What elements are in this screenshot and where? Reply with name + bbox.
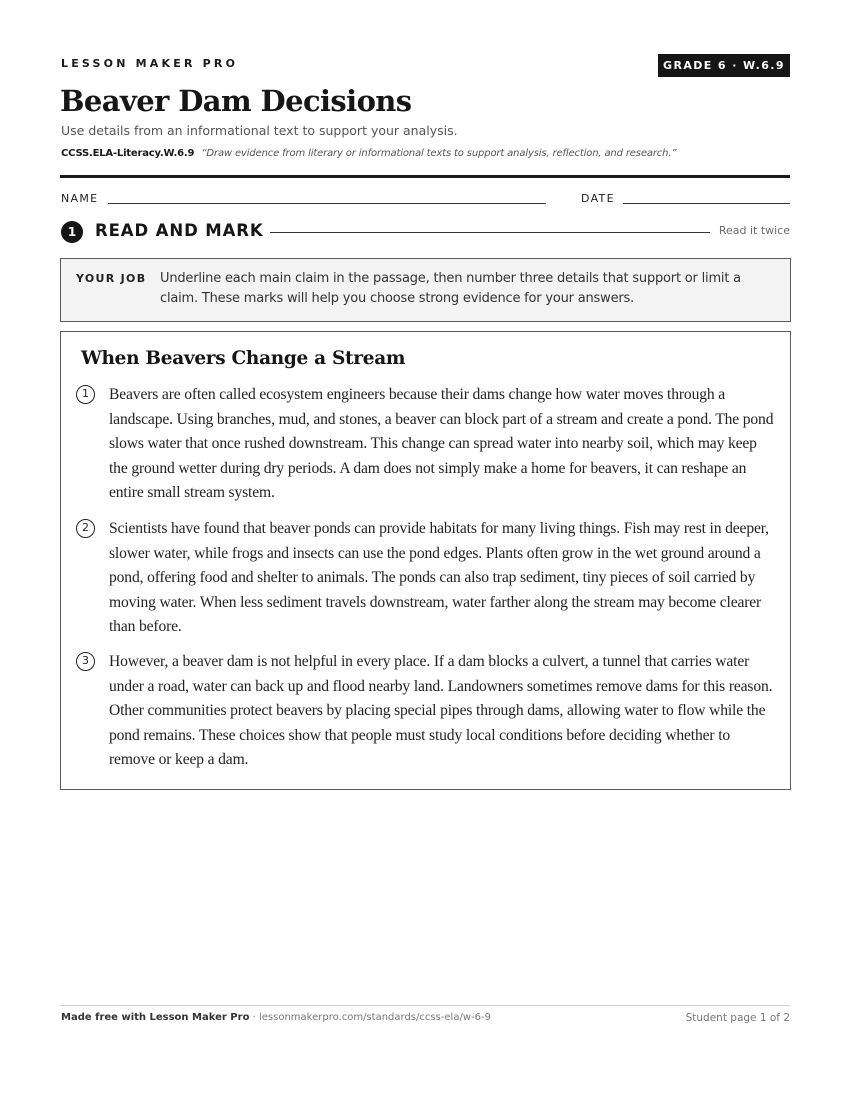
footer-page-number: Student page 1 of 2 [685,1012,790,1024]
footer-made-with: Made free with Lesson Maker Pro [61,1012,250,1023]
paragraph-text: Beavers are often called ecosystem engineers because their dams change how water moves through a landscape. Using branches, mud, and stones, a beaver can block part of a stream and create a pond. The pond slows water that once rushed downstream. This change can spread water into nearby soil, which may keep the ground wetter during dry periods. A dam does not simply make a home for beavers, it can reshape an entire small stream system. [109,386,774,501]
paragraph-text: However, a beaver dam is not helpful in every place. If a dam blocks a culvert, a tunnel that carries water under a road, water can back up and flood nearby land. Landowners sometimes remove dams for this reason. Other communities protect beavers by placing special pipes through dams, allowing water to flow while the pond remains. These choices show that people must study local conditions before deciding whether to remove or keep a dam. [109,653,773,768]
grade-badge: GRADE 6 · W.6.9 [658,54,790,77]
paragraph-number: 3 [76,652,95,671]
instructions-label: YOUR JOB [76,272,147,285]
header-divider [60,175,790,178]
paragraph-number: 1 [76,385,95,404]
passage-title: When Beavers Change a Stream [81,348,406,369]
section-rule [270,232,710,233]
standard-line [61,148,676,159]
instructions-box [60,258,791,322]
standard-code: CCSS.ELA-Literacy.W.6.9 [61,148,195,159]
paragraph-text: Scientists have found that beaver ponds can provide habitats for many living things. Fish may rest in deeper, slower water, while frogs and insects can use the pond edges. Plants often grow in the wet ground around a pond, offering food and shelter to animals. The ponds can also trap sediment, tiny pieces of soil carried by moving water. When less sediment travels downstream, water farther along the stream may become clearer than before. [109,520,769,635]
date-label: DATE [581,192,615,205]
date-line[interactable] [623,203,790,204]
instructions-text: Underline each main claim in the passage, then number three details that support or limit a claim. These marks will help you choose strong evidence for your answers. [160,271,741,306]
paragraph-number: 2 [76,519,95,538]
footer-url[interactable]: · lessonmakerpro.com/standards/ccss-ela/w-6-9 [249,1012,491,1023]
passage-box [60,331,791,790]
standard-quote: “Draw evidence from literary or informational texts to support analysis, reflection, and research.” [201,148,677,159]
name-line[interactable] [108,203,546,204]
brand-name: LESSON MAKER PRO [61,57,239,70]
section-title: READ AND MARK [95,221,264,240]
footer-divider [60,1005,790,1006]
section-note: Read it twice [718,224,790,237]
name-label: NAME [61,192,99,205]
worksheet-title: Beaver Dam Decisions [60,84,412,118]
worksheet-subtitle: Use details from an informational text to support your analysis. [61,123,458,138]
section-number-badge: 1 [61,221,83,243]
footer-credit [61,1012,491,1023]
